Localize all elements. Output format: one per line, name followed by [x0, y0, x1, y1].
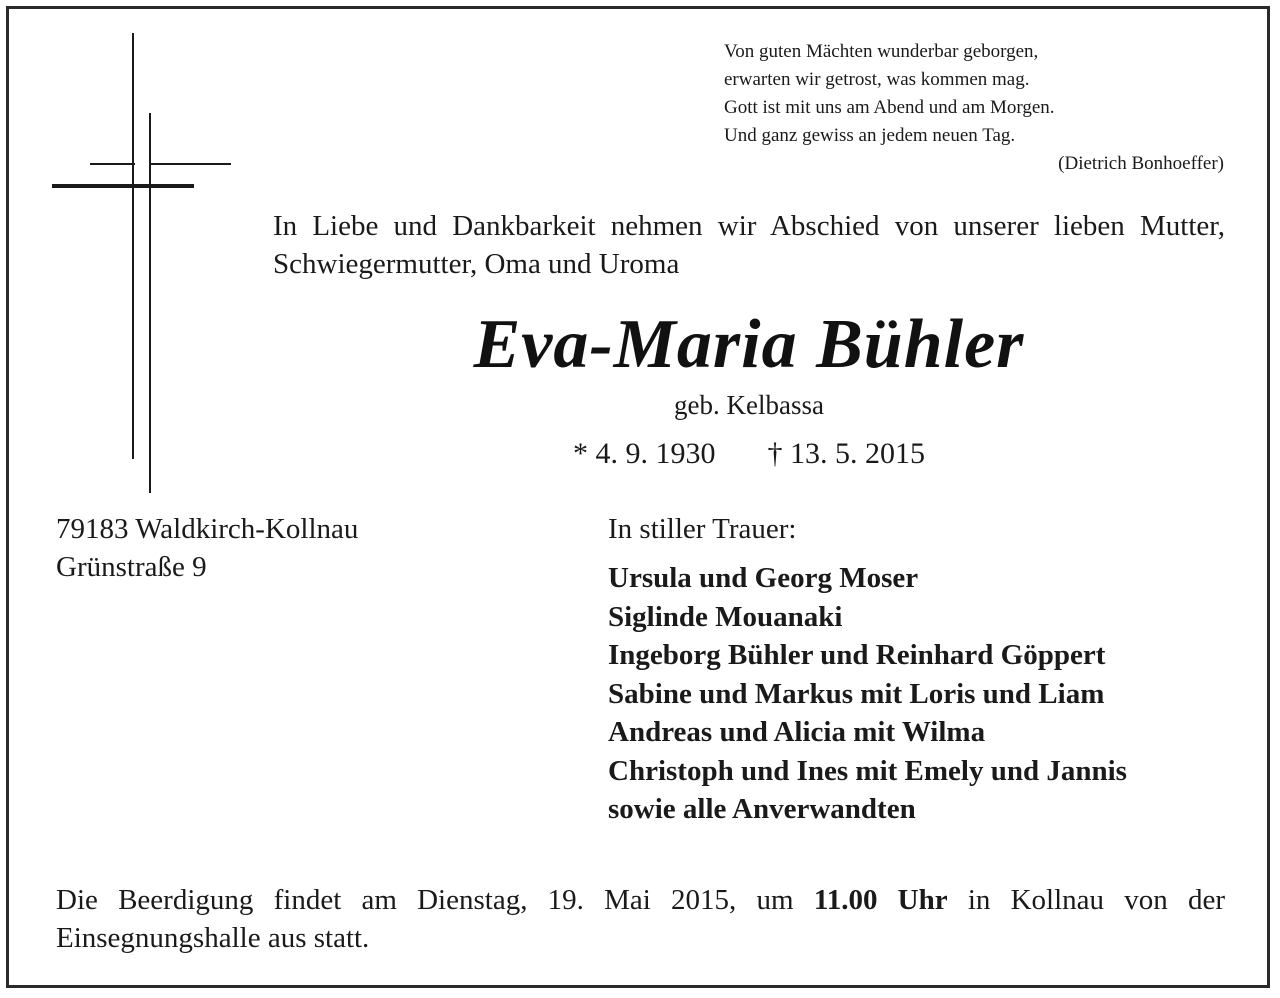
- address: [56, 510, 358, 586]
- address-city: 79183 Waldkirch-Kollnau: [56, 513, 359, 545]
- mourner-entry: Ursula und Georg Moser: [608, 562, 919, 594]
- intro-text: In Liebe und Dankbarkeit nehmen wir Abschied von unserer lieben Mutter, Schwiegermutter, Oma und Uroma: [273, 210, 1225, 280]
- mourner-entry: Andreas und Alicia mit Wilma: [608, 716, 986, 748]
- quote-line: Von guten Mächten wunderbar geborgen,: [724, 41, 1039, 62]
- funeral-notice: [56, 881, 1225, 957]
- address-street: Grünstraße 9: [56, 551, 207, 583]
- mourner-entry: Sabine und Markus mit Loris und Liam: [608, 677, 1105, 710]
- mourners-list: [608, 559, 1127, 829]
- quote-line: Und ganz gewiss an jedem neuen Tag.: [724, 125, 1016, 146]
- bonhoeffer-quote: [724, 38, 1224, 178]
- quote-line: Gott ist mit uns am Abend und am Morgen.: [724, 97, 1055, 118]
- life-dates: [273, 434, 1225, 474]
- quote-author: (Dietrich Bonhoeffer): [1058, 153, 1224, 174]
- birth-date: * 4. 9. 1930: [573, 437, 716, 470]
- death-date: † 13. 5. 2015: [767, 437, 925, 470]
- mourners-label: In stiller Trauer:: [608, 513, 797, 545]
- birth-name: geb. Kelbassa: [674, 390, 824, 420]
- funeral-time: 11.00 Uhr: [813, 884, 948, 916]
- mourner-entry: Siglinde Mouanaki: [608, 600, 843, 633]
- mourner-entry: Ingeborg Bühler und Reinhard Göppert: [608, 639, 1106, 671]
- quote-line: erwarten wir getrost, was kommen mag.: [724, 69, 1030, 90]
- mourner-entry: Christoph und Ines mit Emely und Jannis: [608, 754, 1127, 787]
- deceased-name: Eva-Maria Bühler: [473, 306, 1025, 383]
- funeral-text-start: Die Beerdigung findet am Dienstag, 19. Mai 2015, um: [56, 884, 814, 916]
- mourner-entry: sowie alle Anverwandten: [608, 793, 916, 825]
- funeral-text-end: in Kollnau von der Einsegnungshalle aus statt.: [56, 884, 1226, 954]
